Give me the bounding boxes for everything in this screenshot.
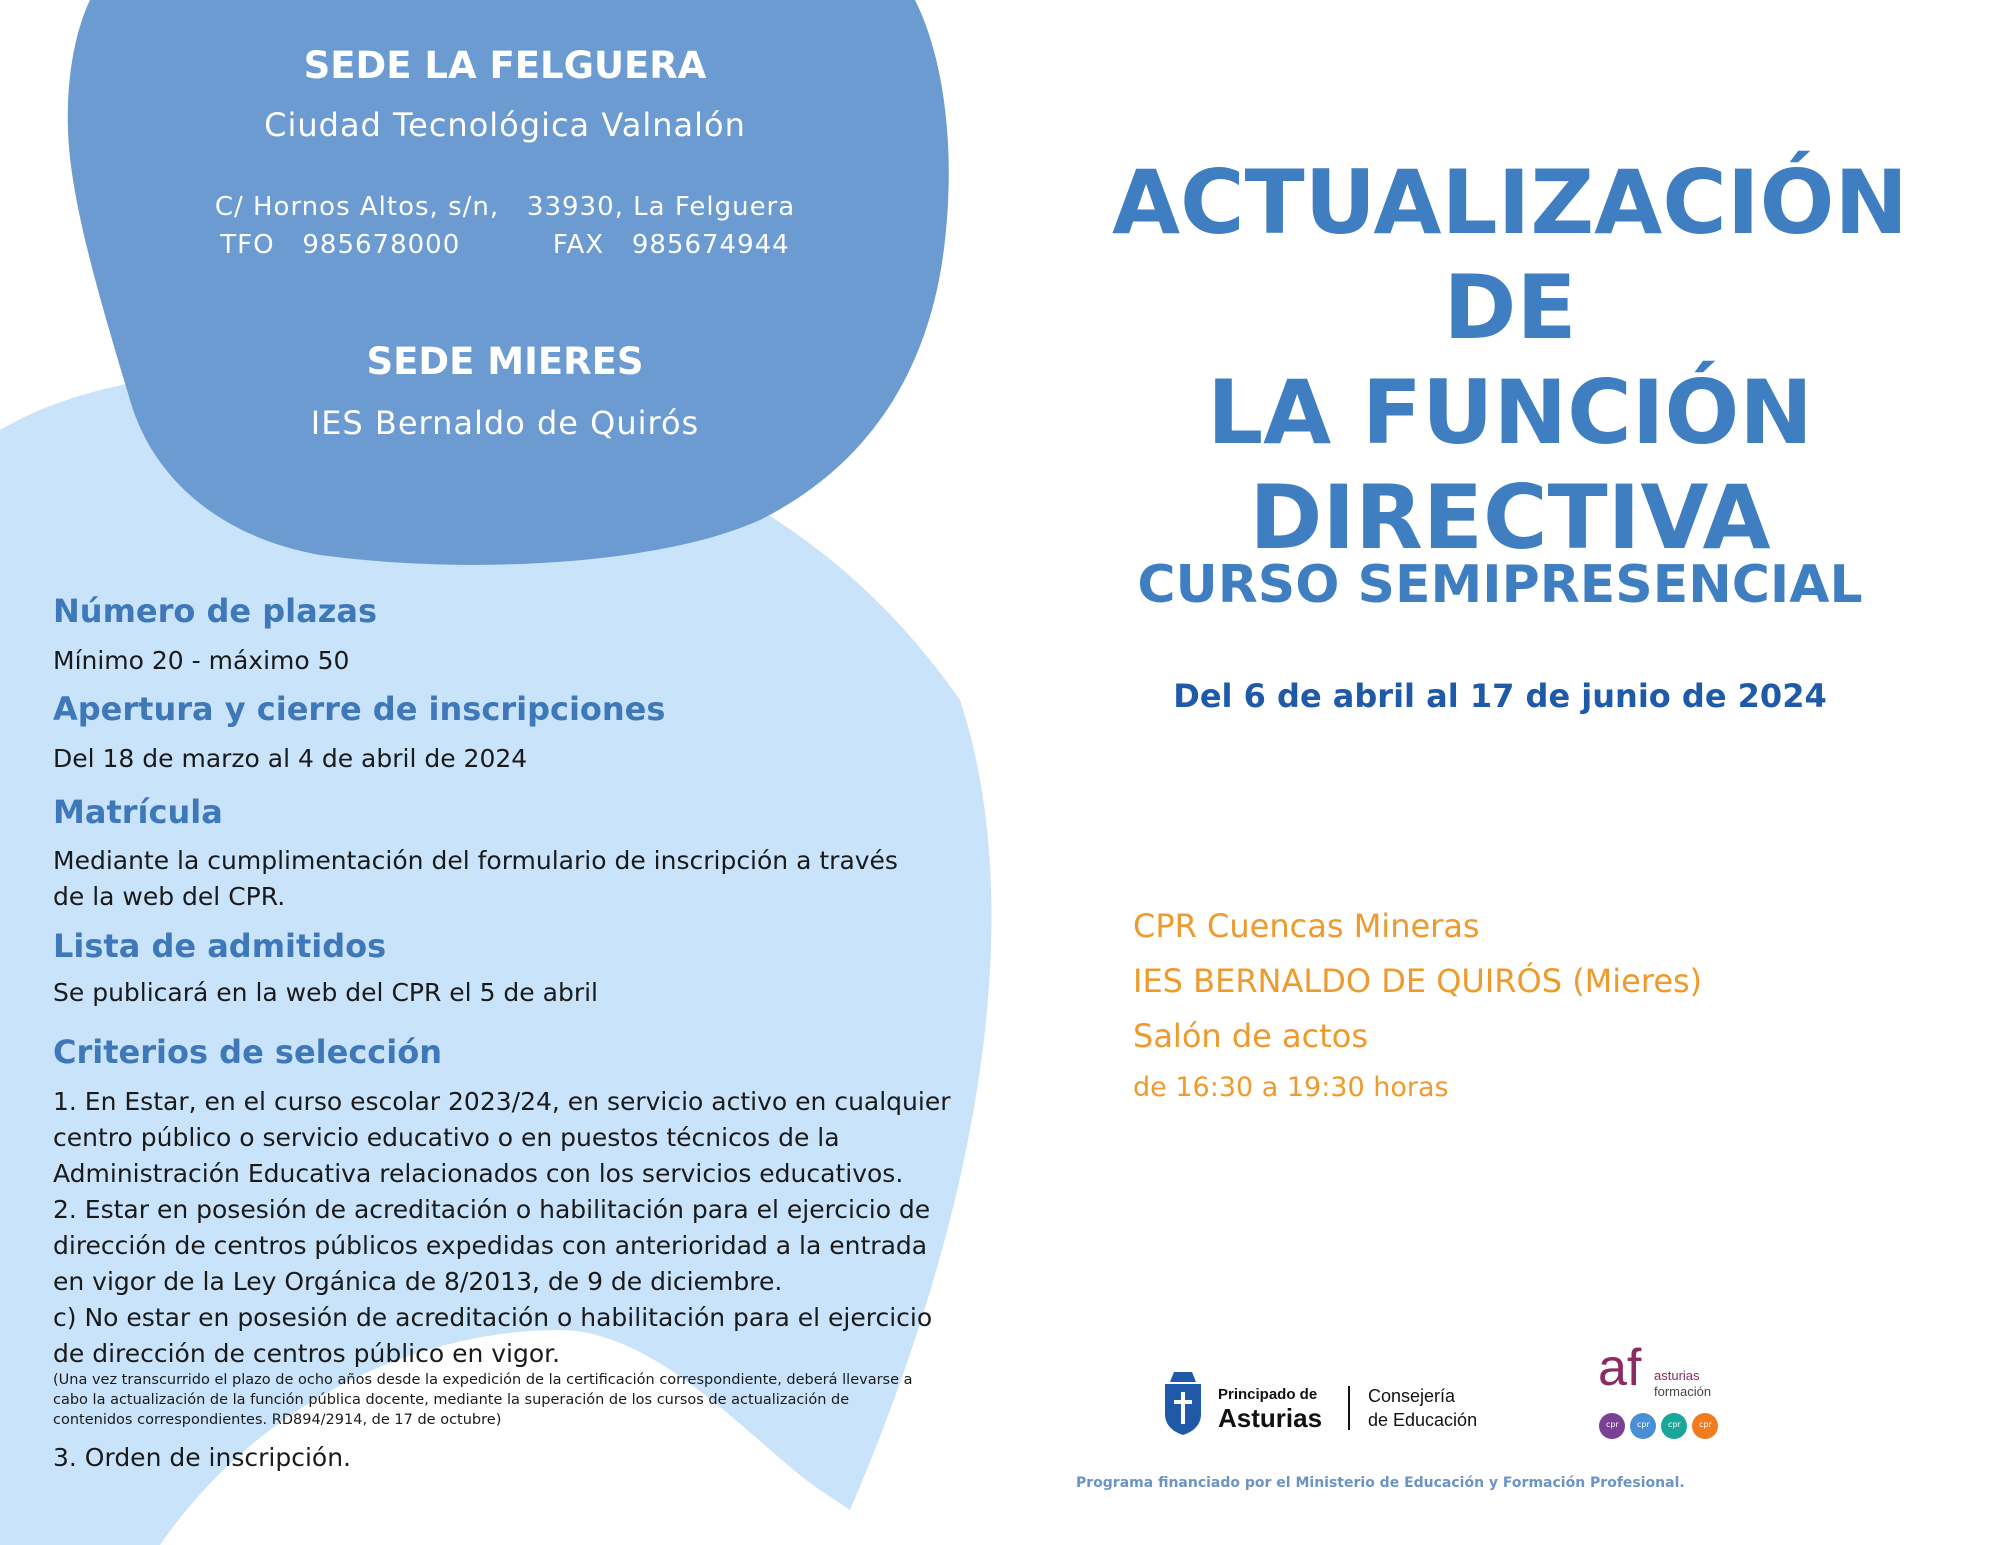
asturias-shield-icon [1162,1370,1204,1436]
main-title-line: ACTUALIZACIÓN DE [1111,151,1909,359]
apertura-heading: Apertura y cierre de inscripciones [53,690,666,728]
note-line: (Una vez transcurrido el plazo de ocho años desde la expedición de la certificación correspondiente, deberá llevarse a [53,1372,913,1388]
sede-mieres-title: SEDE MIERES [366,340,644,383]
venue-line-2: IES BERNALDO DE QUIRÓS (Mieres) [1133,962,1703,1000]
criterios-line: dirección de centros públicos expedidas con anterioridad a la entrada [53,1231,928,1260]
criterios-line: Administración Educativa relacionados con los servicios educativos. [53,1159,904,1188]
main-title-line: LA FUNCIÓN [1207,361,1813,464]
admitidos-heading: Lista de admitidos [53,927,387,965]
consejeria-text-1: Consejería [1368,1386,1456,1406]
main-title-line: DIRECTIVA [1249,466,1771,569]
cpr-label: cpr [1637,1420,1650,1429]
consejeria-text-2: de Educación [1368,1410,1478,1430]
criterios-list [53,1084,951,1372]
sede-felguera-title: SEDE LA FELGUERA [303,44,707,87]
note-line: contenidos correspondientes. RD894/2914, de 17 de octubre) [53,1412,502,1428]
venue-line-1: CPR Cuencas Mineras [1133,907,1480,945]
plazas-text: Mínimo 20 - máximo 50 [53,646,350,675]
venue-line-3: Salón de actos [1133,1017,1369,1055]
course-dates: Del 6 de abril al 17 de junio de 2024 [1173,677,1827,715]
venue-line-4: de 16:30 a 19:30 horas [1133,1072,1449,1103]
plazas-heading: Número de plazas [53,592,377,630]
matricula-heading: Matrícula [53,793,223,831]
sede-mieres-subtitle: IES Bernaldo de Quirós [310,404,700,442]
criterios-line: en vigor de la Ley Orgánica de 8/2013, de 9 de diciembre. [53,1267,783,1296]
logo-divider [1348,1386,1350,1430]
sede-felguera-subtitle: Ciudad Tecnológica Valnalón [264,106,746,144]
af-letters: af [1598,1339,1642,1397]
asturias-small-text: Principado de [1218,1386,1318,1403]
criterios-note [53,1370,913,1430]
asturias-formacion-logo [1598,1340,1738,1460]
course-type: CURSO SEMIPRESENCIAL [1137,555,1863,615]
cpr-label: cpr [1668,1420,1681,1429]
criterios-line: 1. En Estar, en el curso escolar 2023/24, en servicio activo en cualquier [53,1087,951,1116]
asturias-big-text: Asturias [1218,1403,1323,1433]
af-word-1: asturias [1654,1368,1700,1383]
admitidos-text: Se publicará en la web del CPR el 5 de abril [53,978,598,1007]
note-line: cabo la actualización de la función pública docente, mediante la superación de los cursos de actualización de [53,1392,850,1408]
criterio-3: 3. Orden de inscripción. [53,1443,351,1472]
main-title [1040,150,1980,570]
cpr-label: cpr [1699,1420,1712,1429]
apertura-text: Del 18 de marzo al 4 de abril de 2024 [53,744,528,773]
matricula-text-1: Mediante la cumplimentación del formulario de inscripción a través [53,846,898,875]
matricula-text-2: de la web del CPR. [53,882,286,911]
cpr-label: cpr [1606,1420,1619,1429]
footer-funding: Programa financiado por el Ministerio de Educación y Formación Profesional. [1076,1475,1685,1491]
criterios-line: centro público o servicio educativo o en puestos técnicos de la [53,1123,840,1152]
sede-felguera-address: C/ Hornos Altos, s/n, 33930, La Felguera [214,192,796,222]
criterios-line: c) No estar en posesión de acreditación o habilitación para el ejercicio [53,1303,933,1332]
af-word-2: formación [1654,1384,1712,1399]
criterios-heading: Criterios de selección [53,1033,442,1071]
criterios-line: de dirección de centros público en vigor. [53,1339,561,1368]
principado-asturias-logo [1162,1370,1522,1440]
criterios-line: 2. Estar en posesión de acreditación o habilitación para el ejercicio de [53,1195,931,1224]
sede-felguera-phone: TFO 985678000 FAX 985674944 [220,230,790,260]
